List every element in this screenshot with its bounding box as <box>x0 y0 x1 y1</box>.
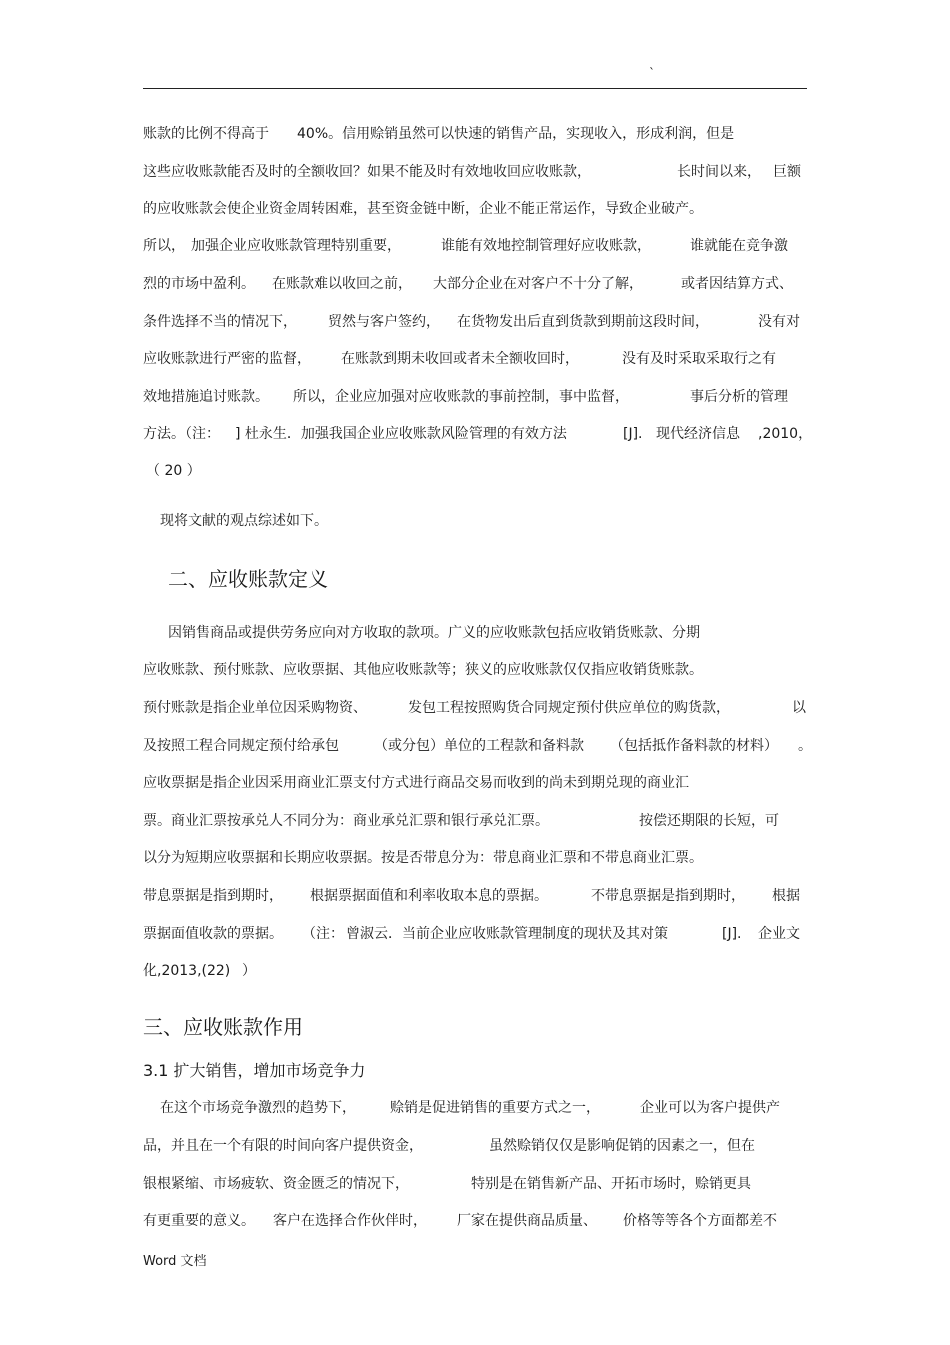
text-segment: 虽然赊销仅仅是影响促销的因素之一，但在 <box>489 1138 755 1154</box>
header-mark: ` <box>649 66 655 80</box>
text-segment: 没有及时采取采取行之有 <box>622 351 776 367</box>
text-segment: 在这个市场竞争激烈的趋势下， <box>160 1100 356 1116</box>
paragraph-transition: 现将文献的观点综述如下。 <box>160 513 328 529</box>
text-segment: 没有对 <box>758 314 800 330</box>
text-segment: 40%。信用赊销虽然可以快速的销售产品，实现收入，形成利润，但是 <box>297 126 735 142</box>
text-segment: 或者因结算方式、 <box>681 276 793 292</box>
text-segment: 企业可以为客户提供产 <box>640 1100 780 1116</box>
text-segment: 及按照工程合同规定预付给承包 <box>143 738 339 754</box>
header-rule <box>143 88 807 89</box>
text-segment: 因销售商品或提供劳务应向对方收取的款项。广义的应收账款包括应收销货账款、分期 <box>168 625 700 641</box>
text-segment: （注： <box>302 926 344 942</box>
text-segment: 银根紧缩、市场疲软、资金匮乏的情况下， <box>143 1176 409 1192</box>
text-segment: 的应收账款会使企业资金周转困难，甚至资金链中断，企业不能正常运作，导致企业破产。 <box>143 201 703 217</box>
text-segment: （包括抵作备料款的材料） <box>610 738 778 754</box>
text-segment: 在货物发出后直到货款到期前这段时间， <box>457 314 709 330</box>
citation-issue: （ 20 ） <box>146 463 201 479</box>
citation-year: 化,2013,(22) <box>143 963 231 979</box>
citation-text: ] 杜永生．加强我国企业应收账款风险管理的有效方法 <box>235 426 567 442</box>
text-segment: 方法。（注： <box>143 426 220 442</box>
text-segment: 应收账款、预付账款、应收票据、其他应收账款等；狭义的应收账款仅仅指应收销货账款。 <box>143 662 703 678</box>
text-segment: 票据面值收款的票据。 <box>143 926 283 942</box>
text-segment: 票。商业汇票按承兑人不同分为：商业承兑汇票和银行承兑汇票。 <box>143 813 549 829</box>
section-heading-definition: 二、应收账款定义 <box>168 567 328 591</box>
text-segment: 加强企业应收账款管理特别重要， <box>191 238 401 254</box>
text-segment: 条件选择不当的情况下， <box>143 314 297 330</box>
citation-year: ,2010， <box>758 426 813 442</box>
text-segment: 在账款难以收回之前， <box>272 276 412 292</box>
text-segment: 根据 <box>772 888 800 904</box>
text-segment: 客户在选择合作伙伴时， <box>273 1213 427 1229</box>
text-segment: 价格等等各个方面都差不 <box>623 1213 777 1229</box>
citation-journal: 现代经济信息 <box>656 426 740 442</box>
text-segment: 所以，企业应加强对应收账款的事前控制，事中监督， <box>293 389 629 405</box>
citation-type: [J]. <box>722 926 742 942</box>
text-segment: 巨额 <box>773 164 801 180</box>
text-segment: 长时间以来， <box>677 164 761 180</box>
text-segment: 特别是在销售新产品、开拓市场时，赊销更具 <box>471 1176 751 1192</box>
text-segment: 不带息票据是指到期时， <box>591 888 745 904</box>
text-segment: 在账款到期未收回或者未全额收回时， <box>341 351 579 367</box>
footer-label: Word 文档 <box>143 1254 207 1269</box>
citation-journal: 企业文 <box>758 926 800 942</box>
text-segment: 品，并且在一个有限的时间向客户提供资金， <box>143 1138 423 1154</box>
text-segment: 烈的市场中盈利。 <box>143 276 255 292</box>
text-segment: 贸然与客户签约， <box>328 314 440 330</box>
text-segment: ） <box>242 963 256 979</box>
text-segment: 效地措施追讨账款。 <box>143 389 269 405</box>
text-segment: 以 <box>792 700 806 716</box>
text-segment: 事后分析的管理 <box>690 389 788 405</box>
text-segment: 谁能有效地控制管理好应收账款， <box>441 238 651 254</box>
text-segment: 赊销是促进销售的重要方式之一， <box>390 1100 600 1116</box>
text-segment: 这些应收账款能否及时的全额收回？如果不能及时有效地收回应收账款， <box>143 164 591 180</box>
text-segment: 预付账款是指企业单位因采购物资、 <box>143 700 367 716</box>
text-segment: 带息票据是指到期时， <box>143 888 283 904</box>
text-segment: 有更重要的意义。 <box>143 1213 255 1229</box>
section-heading-function: 三、应收账款作用 <box>143 1015 303 1039</box>
citation-type: [J]. <box>623 426 643 442</box>
text-segment: 厂家在提供商品质量、 <box>457 1213 597 1229</box>
text-segment: 应收票据是指企业因采用商业汇票支付方式进行商品交易而收到的尚未到期兑现的商业汇 <box>143 775 689 791</box>
text-segment: 账款的比例不得高于 <box>143 126 269 142</box>
text-segment: 。 <box>798 738 812 754</box>
text-segment: 应收账款进行严密的监督， <box>143 351 311 367</box>
citation-text: 曾淑云．当前企业应收账款管理制度的现状及其对策 <box>346 926 668 942</box>
text-segment: 谁就能在竞争激 <box>690 238 788 254</box>
text-segment: 以分为短期应收票据和长期应收票据。按是否带息分为：带息商业汇票和不带息商业汇票。 <box>143 850 703 866</box>
text-segment: 根据票据面值和利率收取本息的票据。 <box>310 888 548 904</box>
text-segment: 按偿还期限的长短，可 <box>639 813 779 829</box>
text-segment: 发包工程按照购货合同规定预付供应单位的购货款， <box>408 700 730 716</box>
text-segment: 大部分企业在对客户不十分了解， <box>433 276 643 292</box>
subsection-heading: 3.1 扩大销售，增加市场竞争力 <box>143 1061 366 1080</box>
text-segment: 所以， <box>143 238 185 254</box>
text-segment: （或分包）单位的工程款和备料款 <box>374 738 584 754</box>
